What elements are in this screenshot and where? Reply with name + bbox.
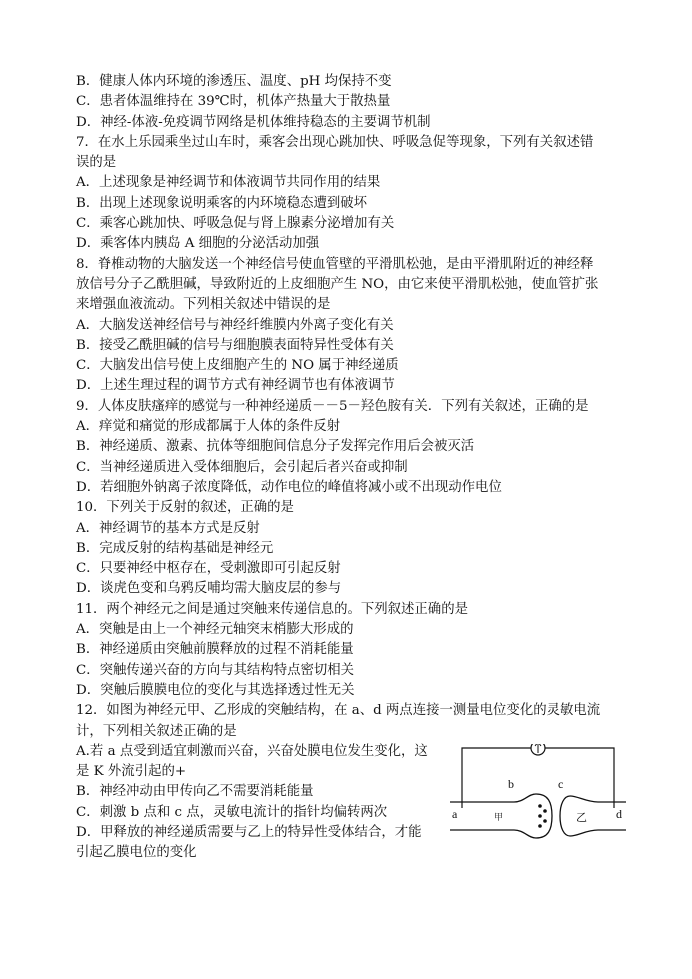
text-line: D．突触后膜膜电位的变化与其选择透过性无关	[76, 682, 355, 698]
synapse-diagram	[448, 744, 628, 844]
text-line: C．只要神经中枢存在，受刺激即可引起反射	[76, 561, 341, 577]
q12-option-line: 引起乙膜电位的变化	[76, 845, 197, 861]
q12-option-line: C．刺激 b 点和 c 点，灵敏电流计的指针均偏转两次	[76, 804, 388, 820]
text-line: 9．人体皮肤瘙痒的感觉与一种神经递质－－5－羟色胺有关．下列有关叙述，正确的是	[76, 398, 589, 414]
vesicle	[543, 809, 547, 813]
q12-option-line: A.若 a 点受到适宜刺激而兴奋，兴奋处膜电位发生变化，这	[76, 743, 428, 759]
question-text-block	[76, 72, 656, 742]
question-12-options	[76, 742, 448, 864]
q12-option-line: 是 K 外流引起的+	[76, 764, 187, 780]
text-line: D．若细胞外钠离子浓度降低，动作电位的峰值将减小或不出现动作电位	[76, 479, 502, 495]
text-line: 误的是	[76, 155, 117, 171]
text-line: C．突触传递兴奋的方向与其结构特点密切相关	[76, 662, 355, 678]
label-yi: 乙	[576, 810, 587, 824]
label-b: b	[508, 776, 514, 791]
text-line: B．神经递质、激素、抗体等细胞间信息分子发挥完作用后会被灭活	[76, 439, 475, 455]
vesicle	[538, 824, 542, 828]
text-line: C．大脑发出信号使上皮细胞产生的 NO 属于神经递质	[76, 358, 399, 374]
text-line: 8．脊椎动物的大脑发送一个神经信号使血管壁的平滑肌松弛，是由平滑肌附近的神经释	[76, 256, 594, 272]
text-line: B．健康人体内环境的渗透压、温度、pH 均保持不变	[76, 74, 392, 89]
text-line: D．上述生理过程的调节方式有神经调节也有体液调节	[76, 378, 395, 394]
exam-page	[76, 72, 656, 864]
text-line: A．大脑发送神经信号与神经纤维膜内外离子变化有关	[76, 317, 394, 333]
label-a: a	[452, 806, 458, 821]
text-line: 12．如图为神经元甲、乙形成的突触结构，在 a、d 两点连接一测量电位变化的灵敏电流	[76, 703, 601, 719]
text-line: 计，下列相关叙述正确的是	[76, 723, 237, 739]
q12-option-line: B．神经冲动由甲传向乙不需要消耗能量	[76, 784, 314, 800]
text-line: A．痒觉和痛觉的形成都属于人体的条件反射	[76, 419, 341, 435]
vesicle	[538, 804, 542, 808]
text-line: A．上述现象是神经调节和体液调节共同作用的结果	[76, 175, 381, 191]
text-line: 放信号分子乙酰胆碱，导致附近的上皮细胞产生 NO，由它来使平滑肌松弛，使血管扩张	[76, 276, 599, 292]
text-line: D．神经-体液-免疫调节网络是机体维持稳态的主要调节机制	[76, 114, 431, 130]
q12-option-line: D．甲释放的神经递质需要与乙上的特异性受体结合，才能	[76, 824, 422, 840]
text-line: C．当神经递质进入受体细胞后，会引起后者兴奋或抑制	[76, 459, 408, 475]
text-line: D．乘客体内胰岛 A 细胞的分泌活动加强	[76, 236, 320, 252]
text-line: C．乘客心跳加快、呼吸急促与肾上腺素分泌增加有关	[76, 216, 395, 232]
text-line: C．患者体温维持在 39℃时，机体产热量大于散热量	[76, 94, 391, 110]
vesicle	[543, 819, 547, 823]
text-line: B．完成反射的结构基础是神经元	[76, 540, 274, 556]
text-line: A．突触是由上一个神经元轴突末梢膨大形成的	[76, 622, 354, 638]
text-line: B．出现上述现象说明乘客的内环境稳态遭到破坏	[76, 195, 368, 211]
text-line: 来增强血液流动。下列相关叙述中错误的是	[76, 297, 331, 313]
label-d: d	[616, 806, 622, 821]
label-c: c	[558, 776, 564, 791]
vesicle	[538, 814, 542, 818]
text-line: 10．下列关于反射的叙述，正确的是	[76, 500, 294, 516]
text-line: B．神经递质由突触前膜释放的过程不消耗能量	[76, 642, 354, 658]
text-line: A．神经调节的基本方式是反射	[76, 520, 260, 536]
galvanometer-wire	[462, 748, 614, 808]
question-12-options-with-figure	[76, 742, 656, 864]
text-line: B．接受乙酰胆碱的信号与细胞膜表面特异性受体有关	[76, 337, 394, 353]
text-line: 11．两个神经元之间是通过突触来传递信息的。下列叙述正确的是	[76, 601, 468, 617]
text-line: D．谈虎色变和乌鸦反哺均需大脑皮层的参与	[76, 581, 342, 597]
text-line: 7．在水上乐园乘坐过山车时，乘客会出现心跳加快、呼吸急促等现象，下列有关叙述错	[76, 134, 594, 150]
label-jia: 甲	[494, 812, 504, 823]
